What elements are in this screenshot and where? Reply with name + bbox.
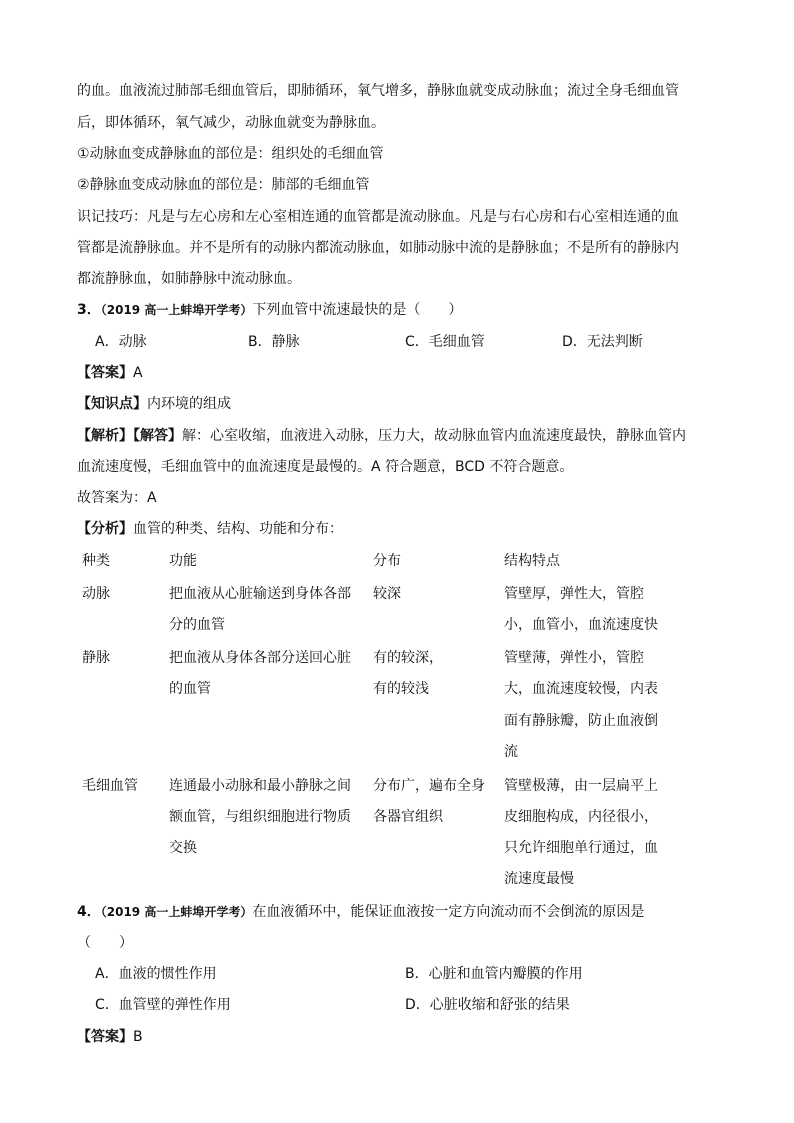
table-cell-type: 毛细血管 <box>82 778 138 794</box>
question-source: （2019 高一上蚌埠开学考） <box>100 905 253 919</box>
answer-label: 【答案】 <box>77 1029 133 1045</box>
table-cell-structure: 皮细胞构成，内径很小， <box>504 809 658 825</box>
table-cell-structure: 面有静脉瓣，防止血液倒 <box>504 713 658 729</box>
intro-line-2: 后，即体循环，氧气减少，动脉血就变为静脉血。 <box>77 115 385 131</box>
answer-value: B <box>133 1029 143 1045</box>
table-cell-structure: 流速度最慢 <box>504 871 574 887</box>
table-cell-function: 分的血管 <box>169 617 225 633</box>
table-cell-structure: 只允许细胞单行通过，血 <box>504 840 658 856</box>
table-cell-structure: 大，血流速度较慢，内表 <box>504 681 658 697</box>
option-d: D．无法判断 <box>562 334 643 350</box>
conclusion-line: 故答案为：A <box>77 490 157 506</box>
option-c: C．毛细血管 <box>405 334 485 350</box>
fenxi-text: 血管的种类、结构、功能和分布： <box>133 521 343 537</box>
table-cell-function: 把血液从心脏输送到身体各部 <box>169 586 351 602</box>
table-header-type: 种类 <box>82 553 110 569</box>
memory-tip-line-2: 管都是流静脉血。并不是所有的动脉内都流动脉血，如肺动脉中流的是静脉血；不是所有的静脉内 <box>77 240 679 256</box>
intro-item-2: ②静脉血变成动脉血的部位是：肺部的毛细血管 <box>77 177 370 193</box>
answer-line <box>77 1027 143 1047</box>
table-header-distribution: 分布 <box>373 553 401 569</box>
table-cell-function: 连通最小动脉和最小静脉之间 <box>169 778 351 794</box>
table-cell-function: 额血管，与组织细胞进行物质 <box>169 809 351 825</box>
option-a: A．血液的惯性作用 <box>95 966 217 982</box>
fenxi-label: 【分析】 <box>77 521 133 537</box>
analysis-line-1 <box>77 426 686 446</box>
question-source: （2019 高一上蚌埠开学考） <box>100 303 253 317</box>
intro-line-1: 的血。血液流过肺部毛细血管后，即肺循环，氧气增多，静脉血就变成动脉血；流过全身毛细血管 <box>77 83 679 99</box>
option-b: B．静脉 <box>248 334 300 350</box>
table-cell-distribution: 各器官组织 <box>373 809 443 825</box>
table-cell-distribution: 有的较浅 <box>373 681 429 697</box>
table-cell-type: 静脉 <box>82 650 110 666</box>
table-cell-distribution: 分布广，遍布全身 <box>373 778 485 794</box>
table-header-function: 功能 <box>169 553 197 569</box>
option-d: D．心脏收缩和舒张的结果 <box>405 997 570 1013</box>
answer-line <box>77 363 143 383</box>
table-cell-type: 动脉 <box>82 586 110 602</box>
table-cell-distribution: 有的较深， <box>373 650 443 666</box>
question-text: 在血液循环中，能保证血液按一定方向流动而不会倒流的原因是 <box>252 904 645 920</box>
knowledge-point-line <box>77 394 231 414</box>
memory-tip-line-1: 识记技巧：凡是与左心房和左心室相连通的血管都是流动脉血。凡是与右心房和右心室相连通的血 <box>77 209 679 225</box>
table-cell-structure: 流 <box>504 744 518 760</box>
fenxi-line <box>77 519 343 539</box>
table-header-structure: 结构特点 <box>504 553 560 569</box>
analysis-line-2: 血流速度慢，毛细血管中的血流速度是最慢的。A 符合题意，BCD 不符合题意。 <box>77 459 574 475</box>
knowledge-point-value: 内环境的组成 <box>147 396 231 412</box>
question-4-stem <box>77 902 644 922</box>
question-number: 4． <box>77 904 101 920</box>
table-cell-function: 的血管 <box>169 681 211 697</box>
intro-item-1: ①动脉血变成静脉血的部位是：组织处的毛细血管 <box>77 146 384 162</box>
option-a: A．动脉 <box>95 334 147 350</box>
table-cell-structure: 管壁极薄，由一层扁平上 <box>504 778 658 794</box>
question-text: 下列血管中流速最快的是（ ） <box>252 302 463 318</box>
question-3-stem <box>77 300 462 320</box>
table-cell-function: 把血液从身体各部分送回心脏 <box>169 650 351 666</box>
knowledge-point-label: 【知识点】 <box>77 396 147 412</box>
answer-value: A <box>133 365 143 381</box>
option-b: B．心脏和血管内瓣膜的作用 <box>405 966 583 982</box>
memory-tip-line-3: 都流静脉血，如肺静脉中流动脉血。 <box>77 271 301 287</box>
question-4-paren: （ ） <box>77 935 133 951</box>
table-cell-function: 交换 <box>169 840 197 856</box>
table-cell-structure: 管壁薄，弹性小，管腔 <box>504 650 644 666</box>
analysis-label: 【解析】【解答】 <box>77 428 182 444</box>
table-cell-structure: 小，血管小，血流速度快 <box>504 617 658 633</box>
analysis-text: 解：心室收缩，血液进入动脉，压力大，故动脉血管内血流速度最快，静脉血管内 <box>182 428 686 444</box>
answer-label: 【答案】 <box>77 365 133 381</box>
table-cell-distribution: 较深 <box>373 586 401 602</box>
table-cell-structure: 管壁厚，弹性大，管腔 <box>504 586 644 602</box>
question-number: 3． <box>77 302 101 318</box>
option-c: C．血管壁的弹性作用 <box>95 997 231 1013</box>
